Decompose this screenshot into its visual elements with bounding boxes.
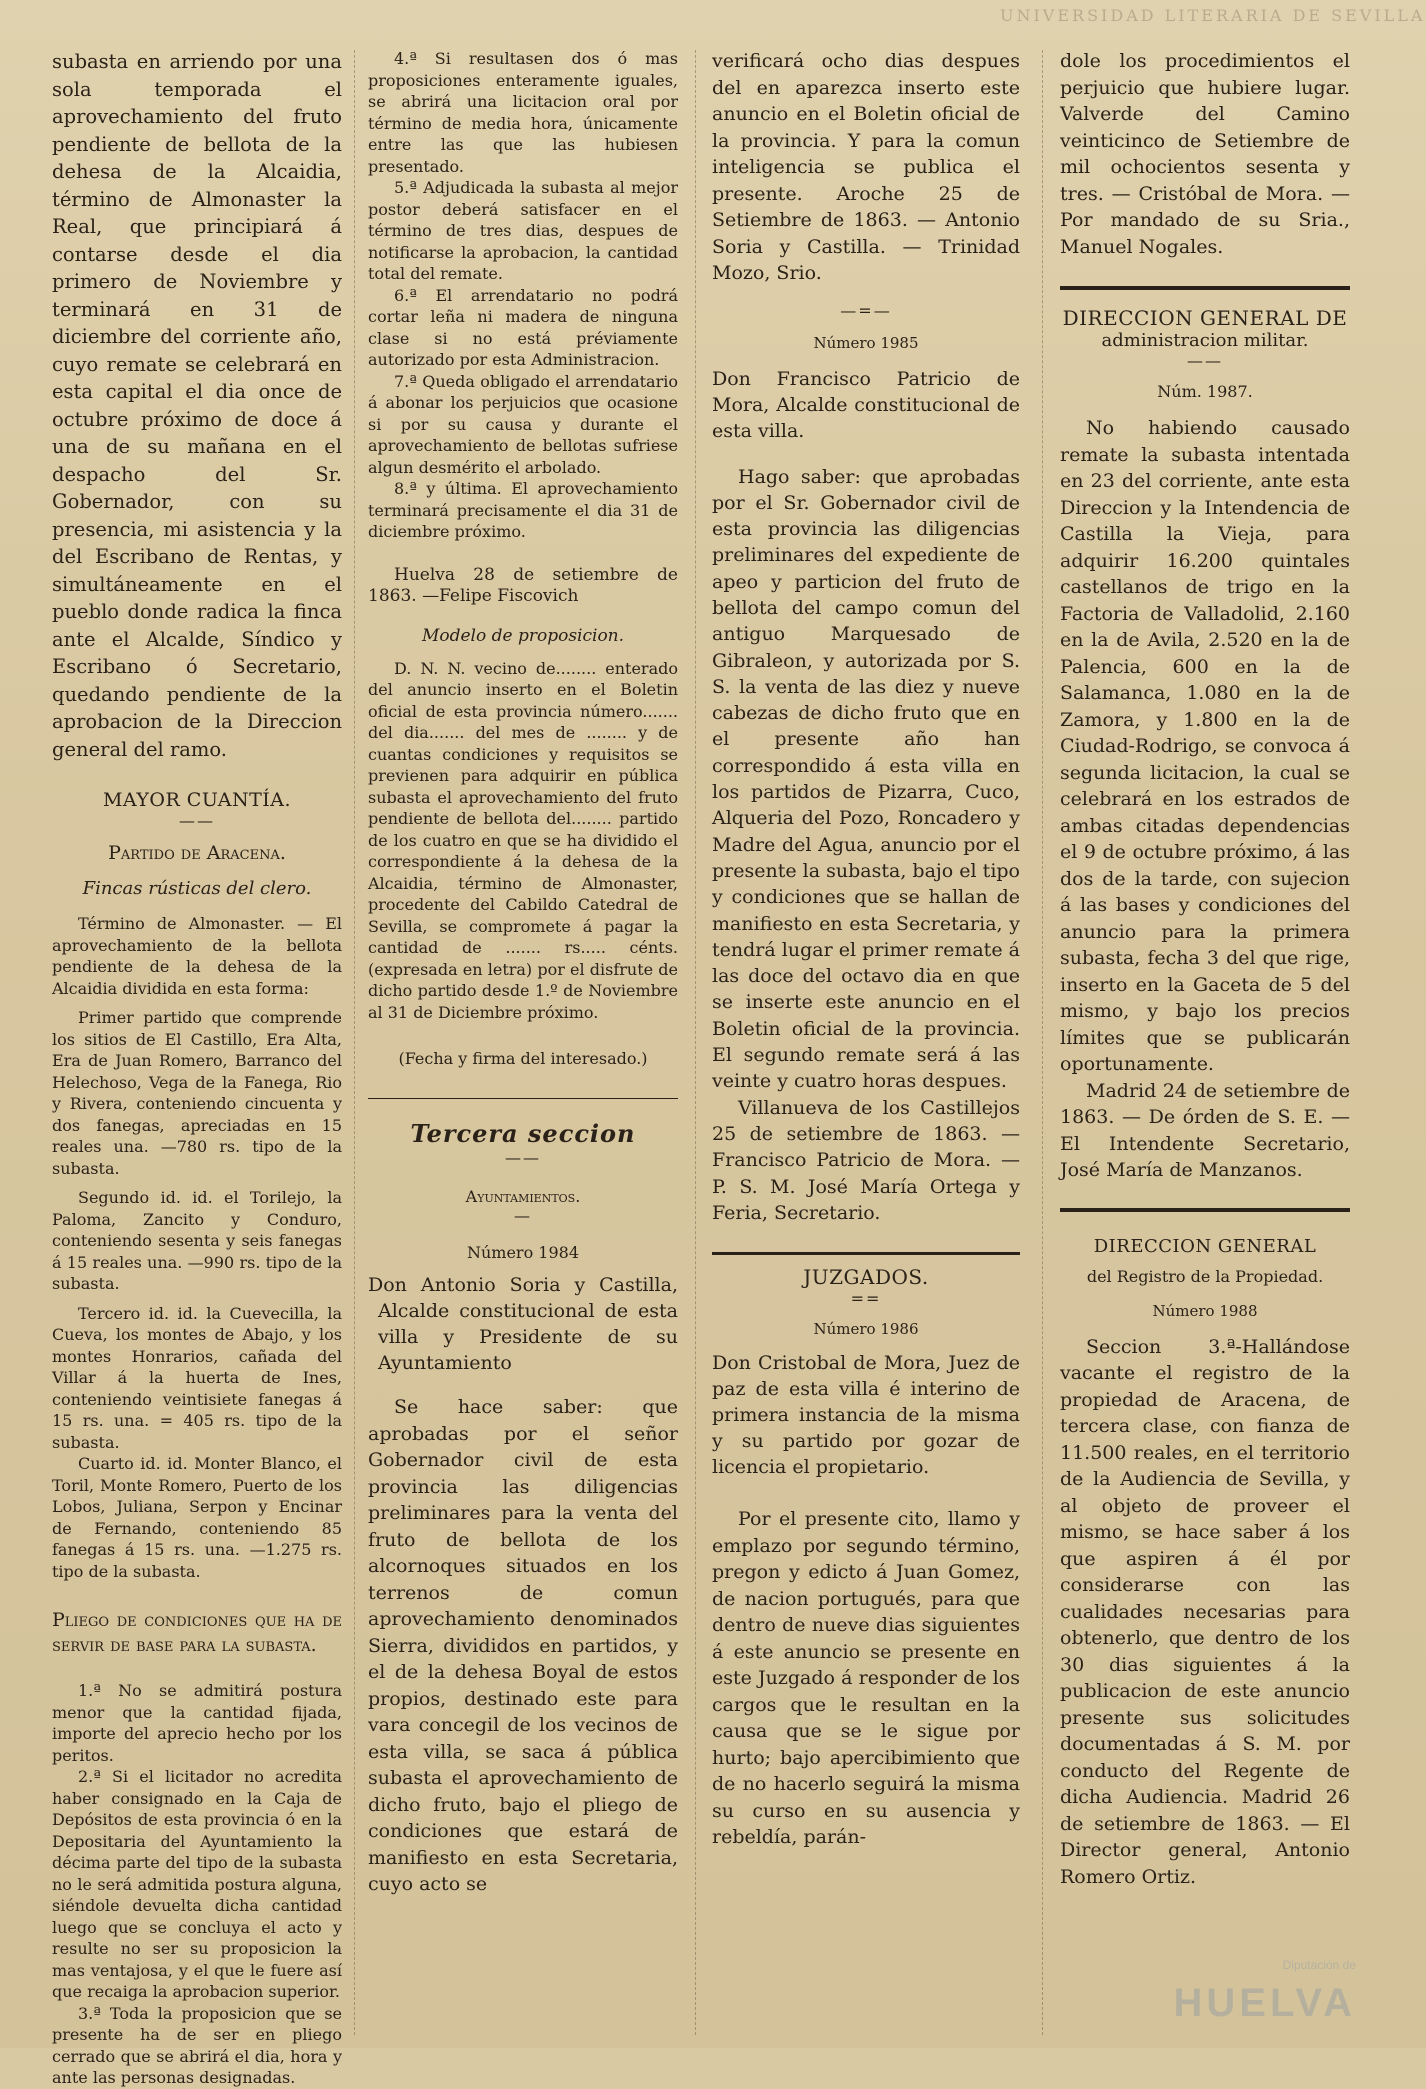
paragraph: 7.ª Queda obligado el arrendatario á abonar los perjuicios que ocasione si por su causa y durante el aprovechamiento de bellotas sufriese algun desmérito el arbolado. bbox=[368, 371, 678, 477]
paragraph: 5.ª Adjudicada la subasta al mejor postor deberá satisfacer en el término de tres dias, despues de notificarse la aprobacion, la cantidad total del remate. bbox=[368, 178, 678, 283]
paragraph: 6.ª El arrendatario no podrá cortar leña ni madera de ninguna clase si no está préviamente autorizado por esta Administracion. bbox=[368, 285, 678, 369]
signature: Huelva 28 de setiembre de 1863. —Felipe Fiscovich bbox=[368, 564, 678, 606]
paragraph: Madrid 24 de setiembre de 1863. — De órden de S. E. — El Intendente Secretario, José María de Manzanos. bbox=[1060, 1079, 1350, 1181]
column-2 bbox=[368, 48, 678, 2038]
subheading: Ayuntamientos. bbox=[465, 1187, 581, 1206]
paragraph: 3.ª Toda la proposicion que se presente ha de ser en pliego cerrado que se abrirá el dia, hora y ante las personas designadas. bbox=[52, 2003, 342, 2087]
paragraph: Por el presente cito, llamo y emplazo por segundo término, pregon y edicto á Juan Gomez, de nacion portugués, para que dentro de nueve dias siguientes á este anuncio se presente en este Juzgado á responder de los cargos que le resultan en la causa que se le sigue por hurto; bajo apercibimiento que de no hacerlo seguirá la misma su curso en su ausencia y rebeldía, parán- bbox=[712, 1508, 1020, 1849]
column-rule bbox=[354, 50, 356, 2035]
watermark-text: Diputación de bbox=[1282, 1958, 1356, 1972]
paragraph: D. N. N. vecino de........ enterado del anuncio inserto en el Boletin oficial de esta provincia número....... del dia....... del mes de ........ y de cuantas condiciones y requisitos se previenen para adquirir en pública subasta el aprovechamiento del fruto pendiente de bellota del........ partido de los cuatro en que se ha dividido el correspondiente á la dehesa de la Alcaidia, término de Almonaster, procedente del Cabildo Catedral de Sevilla, se compromete á pagar la cantidad de ....... rs..... cénts. (expresada en letra) por el disfrute de dicho partido desde 1.º de Noviembre al 31 de Diciembre próximo. bbox=[368, 658, 678, 1022]
subheading: Modelo de proposicion. bbox=[421, 625, 625, 646]
watermark-word: HUELVA bbox=[1173, 1981, 1356, 2025]
archive-watermark bbox=[1173, 1958, 1356, 2026]
paragraph: 1.ª No se admitirá postura menor que la cantidad fijada, importe del aprecio hecho por los peritos. bbox=[52, 1681, 342, 1765]
notice-number: Número 1988 bbox=[1152, 1301, 1258, 1320]
notice-number: Número 1986 bbox=[813, 1320, 919, 1339]
note: (Fecha y firma del interesado.) bbox=[398, 1049, 648, 1068]
section-heading: MAYOR CUANTÍA. bbox=[102, 789, 292, 811]
library-stamp: UNIVERSIDAD LITERARIA DE SEVILLA bbox=[1000, 6, 1426, 25]
column-rule bbox=[1042, 50, 1044, 2035]
paragraph: Primer partido que comprende los sitios de El Castillo, Era Alta, Era de Juan Romero, Barranco del Helechoso, Vega de la Fanega, Rio y Rivera, conteniendo cincuenta y dos fanegas, apreciadas en 15 reales una. —780 rs. tipo de la subasta. bbox=[52, 1008, 342, 1178]
paragraph: 8.ª y última. El aprovechamiento terminará precisamente el dia 31 de diciembre próximo. bbox=[368, 479, 678, 541]
subheading: del Registro de la Propiedad. bbox=[1086, 1266, 1324, 1286]
paragraph: No habiendo causado remate la subasta intentada en 23 del corriente, ante esta Direccion y la Intendencia de Castilla la Vieja, para adquirir 16.200 quintales castellanos de trigo en la Factoria de Valladolid, 2.160 en la de Avila, 2.520 en la de Palencia, 600 en la de Salamanca, 1.080 en la de Zamora, y 1.800 en la de Ciudad-Rodrigo, se convoca á segunda licitacion, la cual se celebrará en los estrados de ambas citadas dependencias el 9 de octubre próximo, á las dos de la tarde, con sujecion á las bases y condiciones del anuncio para la primera subasta, fecha 3 del que rige, inserto en la Gaceta de 5 del mismo, y bajo los precios límites que se publicarán oportunamente. bbox=[1060, 417, 1350, 1075]
column-4 bbox=[1060, 48, 1350, 2038]
paragraph: Don Cristobal de Mora, Juez de paz de esta villa é interino de primera instancia de la misma y su partido por gozar de licencia el propietario. bbox=[712, 1352, 1020, 1479]
paragraph: Cuarto id. id. Monter Blanco, el Toril, Monte Romero, Puerto de los Lobos, Juliana, Serpon y Encinar de Fernando, conteniendo 85 fanegas á 15 rs. una. —1.275 rs. tipo de la subasta. bbox=[52, 1454, 342, 1581]
divider: —— bbox=[1187, 351, 1223, 370]
paragraph: dole los procedimientos el perjuicio que hubiere lugar. Valverde del Camino veinticinco de Setiembre de mil ochocientos sesenta y tres. — Cristóbal de Mora. — Por mandado de su Sria., Manuel Nogales. bbox=[1060, 50, 1350, 258]
paragraph: Villanueva de los Castillejos 25 de setiembre de 1863. — Francisco Patricio de Mora. — P. S. M. José María Ortega y Feria, Secretario. bbox=[712, 1096, 1020, 1224]
paragraph: Tercero id. id. la Cuevecilla, la Cueva, los montes de Abajo, y los montes Honrarios, cañada del Villar á la huerta de Ines, conteniendo veintisiete fanegas á 15 rs. una. = 405 rs. tipo de la subasta. bbox=[52, 1303, 342, 1452]
paragraph: Segundo id. id. el Torilejo, la Paloma, Zancito y Conduro, conteniendo sesenta y seis fanegas á 15 reales una. —990 rs. tipo de la subasta. bbox=[52, 1188, 342, 1293]
paragraph: Se hace saber: que aprobadas por el señor Gobernador civil de esta provincia las diligencias preliminares para la venta del fruto de bellota de los alcornoques situados en los terrenos de comun aprovechamiento denominados Sierra, divididos en partidos, y el de la dehesa Boyal de estos propios, destinado este para vara concegil de los vecinos de esta villa, se saca á pública subasta el aprovechamiento de dicho fruto, bajo el pliego de condiciones que estará de manifiesto en esta Secretaria, cuyo acto se bbox=[368, 1396, 678, 1895]
paragraph: subasta en arriendo por una sola temporada el aprovechamiento del fruto pendiente de bellota de la dehesa de la Alcaidia, término de Almonaster la Real, que principiará á contarse desde el dia primero de Noviembre y terminará en 31 de diciembre del corriente año, cuyo remate se celebrará en esta capital el dia once de octubre próximo de doce á una de su mañana en el despacho del Sr. Gobernador, con su presencia, mi asistencia y la del Escribano de Rentas, y simultáneamente en el pueblo donde radica la finca ante el Alcalde, Síndico y Escribano ó Secretario, quedando pendiente de la aprobacion de la Direccion general del ramo. bbox=[52, 50, 342, 761]
paragraph: verificará ocho dias despues del en aparezca inserto este anuncio en el Boletin oficial de la provincia. Y para la comun inteligencia se publica el presente. Aroche 25 de Setiembre de 1863. — Antonio Soria y Castilla. — Trinidad Mozo, Srio. bbox=[712, 50, 1020, 284]
paragraph: 2.ª Si el licitador no acredita haber consignado en la Caja de Depósitos de esta provincia ó en la Depositaria del Ayuntamiento la décima parte del tipo de la subasta no le será admitida postura alguna, siéndole devuelta dicha cantidad luego que se concluya el acto y resulte no ser su proposicion la mas ventajosa, y el que le fuere así que recaiga la aprobacion superior. bbox=[52, 1767, 342, 2001]
section-title: Tercera seccion bbox=[410, 1119, 636, 1148]
subheading: Partido de Aracena. bbox=[108, 842, 286, 864]
paragraph: Don Francisco Patricio de Mora, Alcalde constitucional de esta villa. bbox=[712, 367, 1020, 442]
notice-number: Número 1985 bbox=[813, 333, 919, 352]
divider: —— bbox=[179, 811, 215, 830]
column-rule bbox=[695, 50, 697, 2035]
paragraph: Hago saber: que aprobadas por el Sr. Gobernador civil de esta provincia las diligencias preliminares del expediente de apeo y particion del fruto de bellota del campo comun del antiguo Marquesado de Gibraleon, y autorizada por S. S. la venta de las diez y nueve cabezas de dicho fruto que en el presente año han correspondido á esta villa en los partidos de Pizarra, Cuco, Alqueria del Pozo, Roncadero y Madre del Agua, anuncio por el presente la subasta, bajo el tipo y condiciones que se hallan de manifiesto en esta Secretaria, y tendrá lugar el primer remate á las doce del octavo dia en que se inserte este anuncio en el Boletin oficial de la provincia. El segundo remate será á las veinte y cuatro horas despues. bbox=[712, 465, 1020, 1093]
subheading: Fincas rústicas del clero. bbox=[82, 878, 312, 899]
subheading: Pliego de condiciones que ha de servir de base para la subasta. bbox=[52, 1609, 342, 1656]
paragraph: Término de Almonaster. — El aprovechamiento de la bellota pendiente de la dehesa de la Alcaidia dividida en esta forma: bbox=[52, 914, 342, 998]
divider: — bbox=[514, 1206, 532, 1225]
divider bbox=[712, 1252, 1020, 1255]
column-3 bbox=[712, 48, 1020, 2038]
paragraph: Seccion 3.ª-Hallándose vacante el registro de la propiedad de Aracena, de tercera clase, con fianza de 11.500 reales, en el territorio de la Audiencia de Sevilla, y al objeto de proveer el mismo, se hace saber á los que aspiren á él por considerarse con las cualidades necesarias para obtenerlo, que dentro de los 30 dias siguientes á la publicacion de este anuncio presente sus solicitudes documentadas á S. M. por conducto del Regente de dicha Audiencia. Madrid 26 de setiembre de 1863. — El Director general, Antonio Romero Ortiz. bbox=[1060, 1335, 1350, 1888]
paragraph: Don Antonio Soria y Castilla, Alcalde constitucional de esta villa y Presidente de su Ayuntamiento bbox=[368, 1274, 678, 1374]
divider bbox=[1060, 286, 1350, 290]
paragraph: 4.ª Si resultasen dos ó mas proposiciones enteramente iguales, se abrirá una licitacion oral por término de media hora, únicamente entre las que las hubiesen presentado. bbox=[368, 49, 678, 176]
section-title: DIRECCION GENERAL DE bbox=[1062, 306, 1348, 330]
notice-number: Núm. 1987. bbox=[1157, 382, 1253, 401]
divider: —=— bbox=[840, 300, 892, 320]
column-1 bbox=[52, 48, 342, 2087]
subheading: administracion militar. bbox=[1101, 330, 1309, 351]
divider: —— bbox=[505, 1148, 541, 1167]
divider bbox=[368, 1098, 678, 1099]
section-title: JUZGADOS. bbox=[803, 1265, 929, 1290]
notice-number: Número 1984 bbox=[466, 1243, 580, 1262]
divider bbox=[1060, 1208, 1350, 1212]
divider: == bbox=[850, 1289, 882, 1309]
section-title: DIRECCION GENERAL bbox=[1093, 1235, 1317, 1257]
